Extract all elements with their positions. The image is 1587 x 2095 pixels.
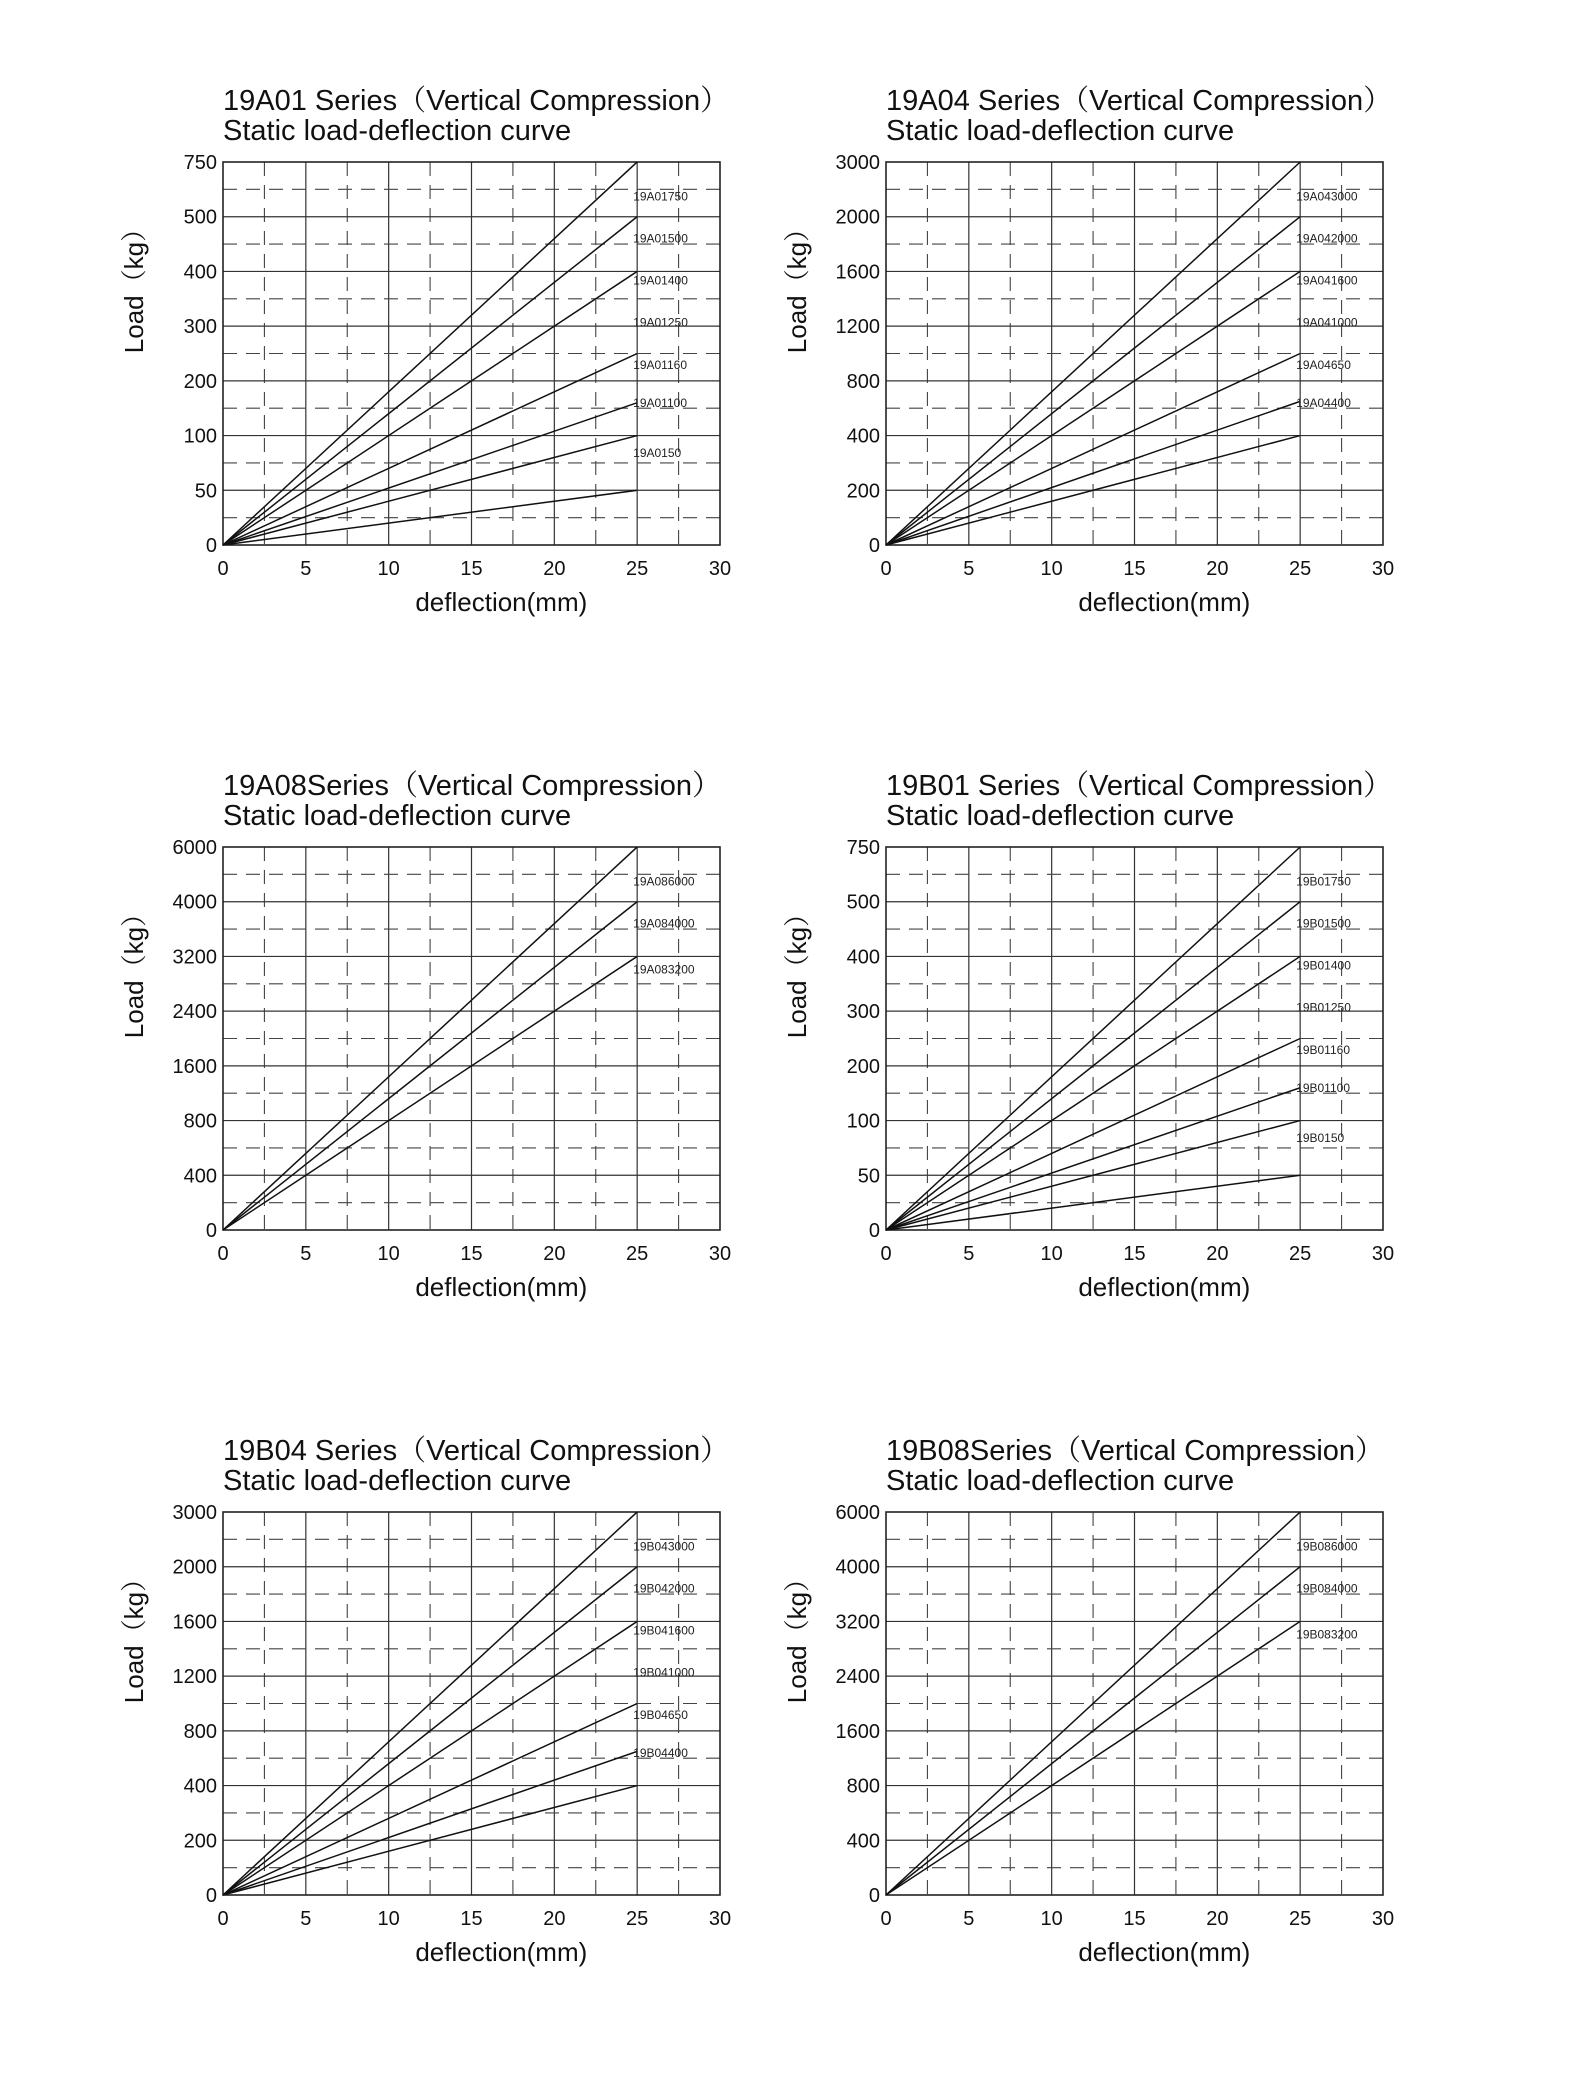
chart1-y-tick: 400 — [846, 425, 880, 448]
chart2-series-label-0: 19A086000 — [633, 874, 695, 889]
chart3-series-label-4: 19B01160 — [1296, 1042, 1351, 1057]
chart5-x-axis-label: deflection(mm) — [1078, 1937, 1251, 1967]
chart2-x-axis-label: deflection(mm) — [415, 1272, 588, 1302]
chart3-y-tick: 750 — [846, 837, 880, 859]
chart3-title: 19B01 Series（Vertical Compression） — [886, 770, 1393, 802]
chart2-x-tick: 5 — [300, 1243, 312, 1265]
chart5-x-tick: 20 — [1206, 1908, 1229, 1930]
chart2-x-tick: 25 — [626, 1243, 649, 1265]
chart0-x-tick: 20 — [543, 558, 566, 580]
chart5-y-tick: 400 — [846, 1830, 880, 1853]
chart1-series-label-1: 19A042000 — [1296, 231, 1358, 246]
chart1-y-tick: 0 — [868, 535, 880, 557]
chart1-series-label-0: 19A043000 — [1296, 189, 1358, 204]
chart0-y-axis-label: Load（kg） — [119, 215, 149, 354]
chart2-grid — [223, 847, 720, 1230]
chart0-y-tick: 400 — [183, 261, 217, 284]
chart5-series-label-2: 19B083200 — [1296, 1627, 1358, 1642]
chart1-x-tick: 20 — [1206, 558, 1229, 580]
chart2-title: 19A08Series（Vertical Compression） — [223, 770, 722, 802]
chart1-y-tick: 1200 — [835, 316, 880, 339]
chart4-x-tick: 15 — [460, 1908, 483, 1930]
chart-19b08-svg — [663, 1390, 1456, 2040]
chart4-x-axis-label: deflection(mm) — [415, 1937, 588, 1967]
chart3-x-tick: 0 — [880, 1243, 892, 1265]
chart5-y-tick: 1600 — [835, 1720, 880, 1743]
chart4-x-tick: 10 — [377, 1908, 400, 1930]
chart3-y-tick: 100 — [846, 1110, 880, 1133]
chart5-x-tick: 10 — [1040, 1908, 1063, 1930]
chart1-x-tick: 15 — [1123, 558, 1146, 580]
chart0-series-label-6: 19A0150 — [633, 445, 682, 460]
chart1-y-tick: 2000 — [835, 206, 880, 229]
chart3-x-tick: 25 — [1289, 1243, 1312, 1265]
chart2-x-tick: 10 — [377, 1243, 400, 1265]
chart0-x-tick: 5 — [300, 558, 312, 580]
chart4-series-label-5: 19B04400 — [633, 1746, 688, 1761]
chart5-series-label-1: 19B084000 — [1296, 1581, 1358, 1596]
chart5-y-tick: 0 — [868, 1885, 880, 1907]
chart2-y-tick: 800 — [183, 1110, 217, 1133]
chart2-y-tick: 2400 — [172, 1001, 217, 1024]
chart4-y-tick: 1600 — [172, 1611, 217, 1634]
chart5-y-tick: 800 — [846, 1775, 880, 1798]
chart3-x-tick: 15 — [1123, 1243, 1146, 1265]
chart3-y-tick: 400 — [846, 946, 880, 969]
chart0-y-tick: 750 — [183, 152, 217, 174]
chart1-series-label-3: 19A041000 — [1296, 315, 1358, 330]
chart4-y-tick: 400 — [183, 1775, 217, 1798]
chart1-title: 19A04 Series（Vertical Compression） — [886, 85, 1393, 117]
chart5-x-tick: 30 — [1371, 1908, 1395, 1930]
chart2-y-tick: 1600 — [172, 1055, 217, 1078]
chart0-title: 19A01 Series（Vertical Compression） — [223, 85, 730, 117]
chart0-series-label-0: 19A01750 — [633, 189, 688, 204]
chart2-y-axis-label: Load（kg） — [119, 900, 149, 1039]
chart0-x-tick: 30 — [708, 558, 732, 580]
chart3-y-tick: 500 — [846, 891, 880, 914]
chart3-grid — [886, 847, 1383, 1230]
chart2-series-label-1: 19A084000 — [633, 916, 695, 931]
chart3-x-tick: 30 — [1371, 1243, 1395, 1265]
chart0-y-tick: 300 — [183, 316, 217, 339]
chart1-subtitle: Static load-deflection curve — [886, 115, 1235, 147]
chart2-x-tick: 20 — [543, 1243, 566, 1265]
chart-19a04-svg — [663, 40, 1456, 690]
chart4-y-tick: 800 — [183, 1720, 217, 1743]
chart3-x-tick: 10 — [1040, 1243, 1063, 1265]
chart0-grid — [223, 162, 720, 545]
chart3-series-label-5: 19B01100 — [1296, 1081, 1351, 1096]
chart4-y-axis-label: Load（kg） — [119, 1565, 149, 1704]
chart0-y-tick: 50 — [194, 480, 217, 503]
chart2-y-tick: 6000 — [172, 837, 217, 859]
chart2-subtitle: Static load-deflection curve — [223, 800, 572, 832]
chart4-y-tick: 2000 — [172, 1556, 217, 1579]
chart1-y-tick: 3000 — [835, 152, 880, 174]
chart2-y-tick: 3200 — [172, 946, 217, 969]
chart5-x-tick: 0 — [880, 1908, 892, 1930]
chart0-series-label-1: 19A01500 — [633, 231, 688, 246]
chart5-title: 19B08Series（Vertical Compression） — [886, 1435, 1385, 1467]
chart3-series-label-0: 19B01750 — [1296, 874, 1351, 889]
chart2-y-tick: 0 — [205, 1220, 217, 1242]
chart1-y-tick: 200 — [846, 480, 880, 503]
chart0-subtitle: Static load-deflection curve — [223, 115, 572, 147]
chart2-y-tick: 400 — [183, 1165, 217, 1188]
chart4-x-tick: 0 — [217, 1908, 229, 1930]
chart4-y-tick: 1200 — [172, 1666, 217, 1689]
chart4-series-label-1: 19B042000 — [633, 1581, 695, 1596]
chart4-x-tick: 25 — [626, 1908, 649, 1930]
chart3-x-tick: 5 — [963, 1243, 975, 1265]
chart0-y-tick: 200 — [183, 370, 217, 393]
chart3-y-axis-label: Load（kg） — [782, 900, 812, 1039]
chart4-series-label-2: 19B041600 — [633, 1623, 695, 1638]
chart1-x-tick: 5 — [963, 558, 975, 580]
chart3-x-tick: 20 — [1206, 1243, 1229, 1265]
chart5-y-tick: 4000 — [835, 1556, 880, 1579]
chart3-series-label-1: 19B01500 — [1296, 916, 1351, 931]
chart-19b08 — [663, 1390, 1456, 2040]
chart4-series-label-3: 19B041000 — [633, 1665, 695, 1680]
chart4-y-tick: 3000 — [172, 1502, 217, 1524]
chart4-y-tick: 200 — [183, 1830, 217, 1853]
chart3-series-label-3: 19B01250 — [1296, 1000, 1351, 1015]
chart1-series-label-2: 19A041600 — [1296, 273, 1358, 288]
chart3-series-label-6: 19B0150 — [1296, 1130, 1345, 1145]
chart0-x-tick: 15 — [460, 558, 483, 580]
chart4-x-tick: 20 — [543, 1908, 566, 1930]
chart0-y-tick: 0 — [205, 535, 217, 557]
chart0-y-tick: 100 — [183, 425, 217, 448]
chart5-grid — [886, 1512, 1383, 1895]
chart4-x-tick: 30 — [708, 1908, 732, 1930]
chart5-x-tick: 15 — [1123, 1908, 1146, 1930]
chart5-x-tick: 25 — [1289, 1908, 1312, 1930]
chart-19b01-svg — [663, 725, 1456, 1375]
chart1-series-label-4: 19A04650 — [1296, 357, 1351, 372]
chart4-grid — [223, 1512, 720, 1895]
chart3-x-axis-label: deflection(mm) — [1078, 1272, 1251, 1302]
chart1-y-tick: 1600 — [835, 261, 880, 284]
chart5-series-label-0: 19B086000 — [1296, 1539, 1358, 1554]
chart0-series-label-4: 19A01160 — [633, 357, 688, 372]
chart5-y-axis-label: Load（kg） — [782, 1565, 812, 1704]
chart2-x-tick: 0 — [217, 1243, 229, 1265]
chart0-series-label-3: 19A01250 — [633, 315, 688, 330]
chart2-x-tick: 15 — [460, 1243, 483, 1265]
chart1-x-tick: 10 — [1040, 558, 1063, 580]
chart3-series-label-2: 19B01400 — [1296, 958, 1351, 973]
chart2-series-label-2: 19A083200 — [633, 962, 695, 977]
chart-19b01 — [663, 725, 1456, 1375]
chart4-title: 19B04 Series（Vertical Compression） — [223, 1435, 730, 1467]
chart0-series-label-2: 19A01400 — [633, 273, 688, 288]
chart5-y-tick: 3200 — [835, 1611, 880, 1634]
chart1-x-axis-label: deflection(mm) — [1078, 587, 1251, 617]
chart4-x-tick: 5 — [300, 1908, 312, 1930]
chart3-y-tick: 300 — [846, 1001, 880, 1024]
chart1-x-tick: 0 — [880, 558, 892, 580]
chart3-subtitle: Static load-deflection curve — [886, 800, 1235, 832]
chart1-x-tick: 30 — [1371, 558, 1395, 580]
chart1-grid — [886, 162, 1383, 545]
chart1-x-tick: 25 — [1289, 558, 1312, 580]
chart5-y-tick: 2400 — [835, 1666, 880, 1689]
chart1-series-label-5: 19A04400 — [1296, 396, 1351, 411]
chart0-x-tick: 0 — [217, 558, 229, 580]
chart0-x-axis-label: deflection(mm) — [415, 587, 588, 617]
chart4-y-tick: 0 — [205, 1885, 217, 1907]
chart2-x-tick: 30 — [708, 1243, 732, 1265]
chart1-y-axis-label: Load（kg） — [782, 215, 812, 354]
chart3-y-tick: 0 — [868, 1220, 880, 1242]
chart0-series-label-5: 19A01100 — [633, 396, 688, 411]
chart2-y-tick: 4000 — [172, 891, 217, 914]
chart5-subtitle: Static load-deflection curve — [886, 1465, 1235, 1497]
chart1-y-tick: 800 — [846, 370, 880, 393]
chart5-x-tick: 5 — [963, 1908, 975, 1930]
chart0-x-tick: 25 — [626, 558, 649, 580]
chart4-series-label-4: 19B04650 — [633, 1707, 688, 1722]
chart3-y-tick: 200 — [846, 1055, 880, 1078]
chart0-y-tick: 500 — [183, 206, 217, 229]
chart5-y-tick: 6000 — [835, 1502, 880, 1524]
chart3-y-tick: 50 — [857, 1165, 880, 1188]
chart4-series-label-0: 19B043000 — [633, 1539, 695, 1554]
chart0-x-tick: 10 — [377, 558, 400, 580]
chart-19a04 — [663, 40, 1456, 690]
chart4-subtitle: Static load-deflection curve — [223, 1465, 572, 1497]
